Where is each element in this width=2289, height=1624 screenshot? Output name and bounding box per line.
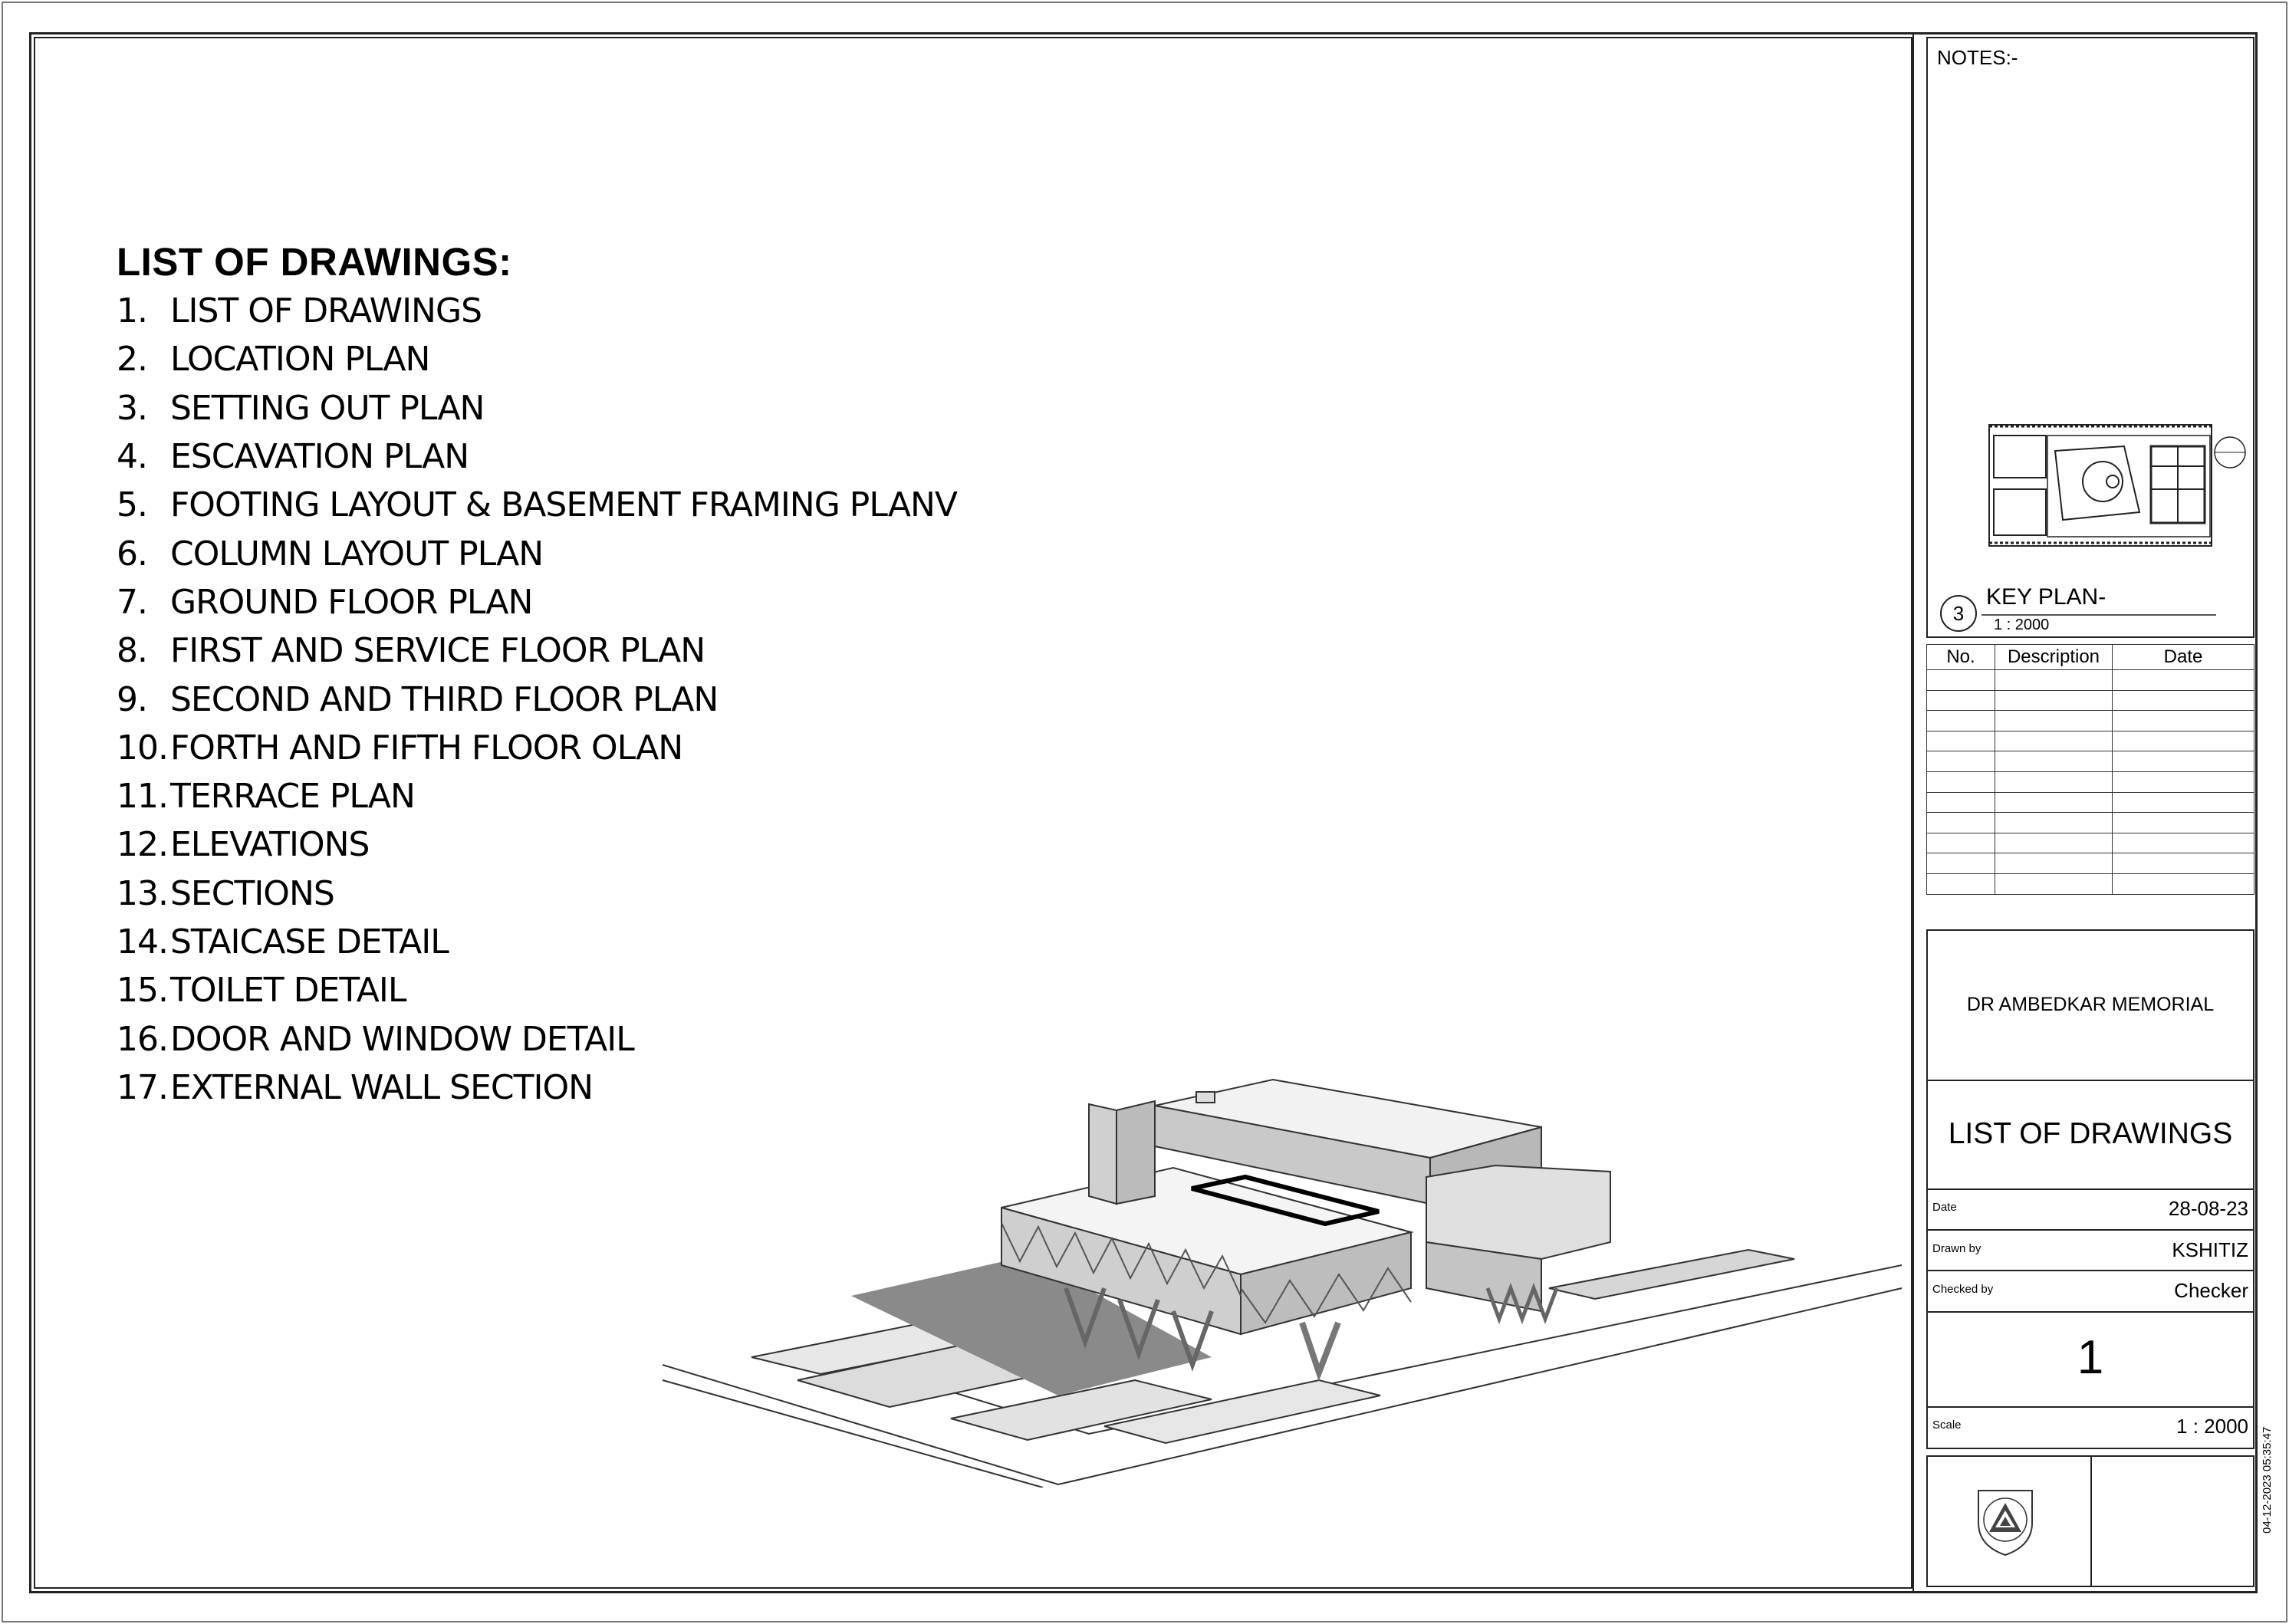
- revision-cell: [1927, 792, 1995, 813]
- drawing-list-item: [117, 626, 957, 675]
- drawing-number: 17.: [117, 1067, 168, 1107]
- key-plan-thumbnail: [1986, 420, 2247, 551]
- drawing-title: LIST OF DRAWINGS: [170, 291, 482, 331]
- date-value: 28-08-23: [2168, 1197, 2248, 1220]
- drawing-title: STAICASE DETAIL: [170, 922, 449, 962]
- revision-cell: [2113, 853, 2254, 874]
- divider: [1926, 1188, 2254, 1190]
- revision-row: [1927, 690, 2254, 711]
- institution-seal-icon: [1971, 1484, 2040, 1558]
- drawing-list-title: LIST OF DRAWINGS:: [117, 240, 512, 284]
- drawing-title: SETTING OUT PLAN: [170, 388, 485, 428]
- revision-cell: [1927, 731, 1995, 751]
- checked-by-label: Checked by: [1932, 1283, 1994, 1296]
- drawing-list-item: [117, 918, 957, 966]
- drawing-number: 4.: [117, 437, 147, 477]
- revision-cell: [1927, 711, 1995, 731]
- revision-cell: [1927, 670, 1995, 691]
- revision-row: [1927, 751, 2254, 772]
- drawing-title: FIRST AND SERVICE FLOOR PLAN: [170, 631, 705, 671]
- revision-cell: [1995, 792, 2113, 813]
- divider: [1926, 1229, 2254, 1231]
- drawing-number: 6.: [117, 534, 147, 574]
- revision-cell: [2113, 711, 2254, 731]
- drawing-title: COLUMN LAYOUT PLAN: [170, 534, 544, 574]
- drawing-list-item: [117, 724, 957, 772]
- title-block-divider: [1912, 32, 1923, 1593]
- drawing-title: SECOND AND THIRD FLOOR PLAN: [170, 679, 719, 719]
- drawing-title: TERRACE PLAN: [170, 777, 415, 817]
- revision-cell: [2113, 731, 2254, 751]
- drawn-by-label: Drawn by: [1932, 1242, 1981, 1255]
- drawing-list-item: [117, 384, 957, 432]
- drawing-list-item: [117, 287, 957, 335]
- sheet-name: LIST OF DRAWINGS: [1948, 1117, 2233, 1150]
- revision-cell: [1995, 833, 2113, 853]
- revision-cell: [2113, 771, 2254, 792]
- drawing-title: ELEVATIONS: [170, 825, 370, 865]
- revision-cell: [1995, 731, 2113, 751]
- revision-cell: [1995, 873, 2113, 894]
- revision-cell: [1995, 670, 2113, 691]
- drawing-list-item: [117, 335, 957, 383]
- drawing-title: DOOR AND WINDOW DETAIL: [170, 1019, 634, 1059]
- drawing-number: 13.: [117, 873, 168, 913]
- revision-description-header: Description: [1995, 645, 2113, 670]
- drawing-list-item: [117, 578, 957, 626]
- drawing-number: 12.: [117, 825, 168, 865]
- revision-row: [1927, 833, 2254, 853]
- revision-row: [1927, 813, 2254, 833]
- revision-row: [1927, 731, 2254, 751]
- drawing-number: 3.: [117, 388, 147, 428]
- drawing-title: ESCAVATION PLAN: [170, 437, 469, 477]
- revision-row: [1927, 711, 2254, 731]
- revision-table: [1926, 644, 2254, 895]
- revision-row: [1927, 873, 2254, 894]
- drawing-title: SECTIONS: [170, 873, 334, 913]
- drawing-title: FOOTING LAYOUT & BASEMENT FRAMING PLANV: [170, 485, 957, 525]
- revision-cell: [2113, 833, 2254, 853]
- revision-cell: [2113, 670, 2254, 691]
- revision-cell: [1995, 853, 2113, 874]
- drawing-number: 15.: [117, 971, 168, 1011]
- revision-cell: [2113, 690, 2254, 711]
- revision-cell: [1927, 833, 1995, 853]
- drawn-by-value: KSHITIZ: [2172, 1238, 2248, 1261]
- drawing-number: 5.: [117, 485, 147, 525]
- drawing-list-item: [117, 966, 957, 1014]
- revision-cell: [1995, 711, 2113, 731]
- drawing-title: EXTERNAL WALL SECTION: [170, 1067, 593, 1107]
- revision-row: [1927, 771, 2254, 792]
- revision-cell: [2113, 873, 2254, 894]
- notes-label: NOTES:-: [1937, 46, 2018, 69]
- drawing-number: 7.: [117, 582, 147, 622]
- revision-cell: [1995, 690, 2113, 711]
- revision-cell: [1927, 853, 1995, 874]
- drawing-list-item: [117, 820, 957, 869]
- revision-cell: [1995, 771, 2113, 792]
- drawing-list: [117, 287, 957, 1112]
- revision-cell: [2113, 792, 2254, 813]
- revision-no-header: No.: [1927, 645, 1995, 670]
- revision-cell: [1927, 873, 1995, 894]
- drawing-number: 1.: [117, 291, 147, 331]
- revision-cell: [1927, 771, 1995, 792]
- revision-table-header: [1927, 645, 2254, 670]
- revision-cell: [2113, 751, 2254, 772]
- scale-label: Scale: [1932, 1419, 1962, 1432]
- sheet-number: 1: [2077, 1330, 2104, 1384]
- drawing-title: GROUND FLOOR PLAN: [170, 582, 533, 622]
- drawing-list-item: [117, 870, 957, 918]
- drawing-list-item: [117, 1014, 957, 1063]
- drawing-number: 14.: [117, 922, 168, 962]
- drawing-number: 16.: [117, 1019, 168, 1059]
- print-timestamp: 04-12-2023 05:35:47: [2261, 1426, 2274, 1534]
- revision-cell: [1927, 690, 1995, 711]
- revision-cell: [2113, 813, 2254, 833]
- drawing-number: 9.: [117, 679, 147, 719]
- revision-date-header: Date: [2113, 645, 2254, 670]
- revision-cell: [1995, 813, 2113, 833]
- divider: [1926, 1270, 2254, 1271]
- drawing-list-item: [117, 529, 957, 577]
- drawing-title: LOCATION PLAN: [170, 340, 430, 380]
- revision-cell: [1995, 751, 2113, 772]
- revision-cell: [1927, 751, 1995, 772]
- drawing-title: FORTH AND FIFTH FLOOR OLAN: [170, 728, 683, 768]
- date-label: Date: [1932, 1201, 1957, 1214]
- revision-row: [1927, 792, 2254, 813]
- drawing-list-item: [117, 772, 957, 820]
- key-plan-title-underline: [1981, 614, 2216, 616]
- key-plan-title: KEY PLAN-: [1986, 584, 2106, 610]
- checked-by-value: Checker: [2174, 1279, 2248, 1302]
- revision-row: [1927, 853, 2254, 874]
- drawing-number: 2.: [117, 340, 147, 380]
- revision-cell: [1927, 813, 1995, 833]
- drawing-title: TOILET DETAIL: [170, 971, 406, 1011]
- drawing-list-item: [117, 675, 957, 723]
- divider: [1926, 1406, 2254, 1408]
- building-axonometric-view: [659, 1058, 1917, 1488]
- project-name: DR AMBEDKAR MEMORIAL: [1966, 994, 2215, 1015]
- divider: [2090, 1455, 2092, 1587]
- scale-value: 1 : 2000: [2176, 1415, 2248, 1438]
- drawing-number: 11.: [117, 777, 168, 817]
- key-plan-scale: 1 : 2000: [1994, 616, 2050, 633]
- key-plan-view-number: 3: [1940, 595, 1977, 632]
- drawing-list-item: [117, 481, 957, 529]
- revision-row: [1927, 670, 2254, 691]
- drawing-number: 10.: [117, 728, 168, 768]
- drawing-list-item: [117, 432, 957, 481]
- drawing-number: 8.: [117, 631, 147, 671]
